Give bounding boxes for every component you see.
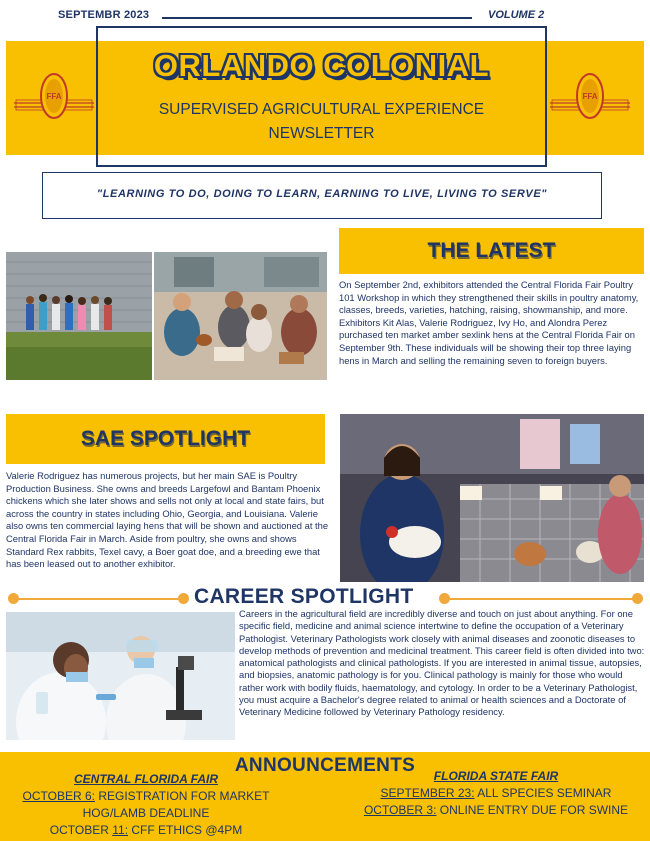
career-divider-right — [446, 598, 639, 600]
career-divider-left — [14, 598, 186, 600]
career-dot — [632, 593, 643, 604]
cff-item-2 — [0, 822, 292, 839]
announcements-heading: ANNOUNCEMENTS — [234, 755, 416, 776]
cff-title: CENTRAL FLORIDA FAIR — [74, 772, 218, 786]
photo-lab-scientists — [6, 612, 235, 740]
career-dot — [439, 593, 450, 604]
cff-item-2-date: 11: — [112, 823, 129, 837]
latest-heading-band — [339, 228, 644, 274]
issue-date: SEPTEMBR 2023 — [58, 9, 150, 21]
latest-heading: THE LATEST — [427, 239, 556, 262]
sae-heading-band — [6, 414, 325, 464]
subtitle-line-2: NEWSLETTER — [268, 125, 375, 142]
career-dot — [178, 593, 189, 604]
sae-heading: SAE SPOTLIGHT — [80, 427, 251, 450]
latest-body: On September 2nd, exhibitors attended the Central Florida Fair Poultry 101 Workshop in which they strengthened their skills in poultry anatomy, classes, breeds, varieties, hatching, raising, showmanship, and more. Exhibitors Kit Alas, Valerie Rodriguez, Ivy Ho, and Alondra Perez purchased ten market amber sexlink hens at the Central Florida Fair on September 9th. These individuals will be showing their top three laying hens in March and selling the remaining seven to foreign buyers. — [339, 279, 639, 366]
ffa-emblem-left — [14, 66, 94, 126]
cff-item-1 — [0, 788, 292, 822]
emblem-text: FFA — [46, 92, 62, 101]
header-divider — [162, 17, 472, 19]
photo-students-chickens — [154, 252, 327, 380]
fsf-title: FLORIDA STATE FAIR — [433, 769, 559, 783]
subtitle-line-1: SUPERVISED AGRICULTURAL EXPERIENCE — [158, 101, 485, 118]
career-body: Careers in the agricultural field are incredibly diverse and touch on just about anything. For one specific field, medicine and animal science intertwine to define the occupation of a Veterinary Pathologist. Veterinary Pathologists work closely with animal diseases and zoonotic diseases to develop methods of prevention and medicinal treatment. This career field is often divided into two: anatomical pathologists and clinical pathologists. If you are interested in animal tissue, autopsies, and biopsies, anatomic pathology is for you. Clinical pathology is mainly for those who would rather work with bodily fluids, haematology, and cytology. In order to be a Veterinary Pathologist, you must acquire a Bachelor's degree related to animal or health sciences and a Doctorate of Veterinary Medicine followed by Veterinary Pathology residency. — [239, 608, 645, 718]
announcements-fsf — [345, 768, 647, 819]
photo-group-students — [6, 252, 152, 380]
fsf-item-2-text: ONLINE ENTRY DUE FOR SWINE — [436, 803, 629, 817]
sae-body: Valerie Rodriguez has numerous projects, but her main SAE is Poultry Production Business. She owns and breeds Largefowl and Bantam Phoenix chickens which she later shows and sells not only at local and state fairs, but across the country in states including Ohio, Georgia, and Louisiana. Valerie also owns ten commercial laying hens that will be shown and auctioned at the Central Florida Fair in March. Aside from poultry, she owns and shows Standard Rex rabbits, Texel cavy, a Boer goat doe, and a breeding ewe that has been leased out to another exhibitor. — [6, 470, 329, 570]
newsletter-title: ORLANDO COLONIAL — [153, 48, 490, 83]
cff-item-2-prefix: OCTOBER — [49, 823, 113, 837]
issue-volume: VOLUME 2 — [488, 9, 545, 21]
cff-item-1-date: OCTOBER 6: — [22, 789, 95, 803]
fsf-item-2 — [345, 802, 647, 819]
motto-text: "LEARNING TO DO, DOING TO LEARN, EARNING TO LIVE, LIVING TO SERVE" — [96, 188, 548, 200]
emblem-text: FFA — [582, 92, 598, 101]
cff-item-1-text: REGISTRATION FOR MARKET HOG/LAMB DEADLINE — [82, 789, 270, 820]
career-dot — [8, 593, 19, 604]
fsf-item-1-date: SEPTEMBER 23: — [380, 786, 475, 800]
newsletter-subtitle — [96, 98, 547, 146]
fsf-item-1-text: ALL SPECIES SEMINAR — [474, 786, 612, 800]
photo-exhibitor-rooster — [340, 414, 644, 582]
fsf-item-2-date: OCTOBER 3: — [363, 803, 437, 817]
career-heading: CAREER SPOTLIGHT — [194, 585, 414, 608]
cff-item-2-text: CFF ETHICS @4PM — [128, 823, 243, 837]
announcements-cff — [0, 768, 292, 839]
ffa-emblem-right — [550, 66, 630, 126]
fsf-item-1 — [345, 785, 647, 802]
